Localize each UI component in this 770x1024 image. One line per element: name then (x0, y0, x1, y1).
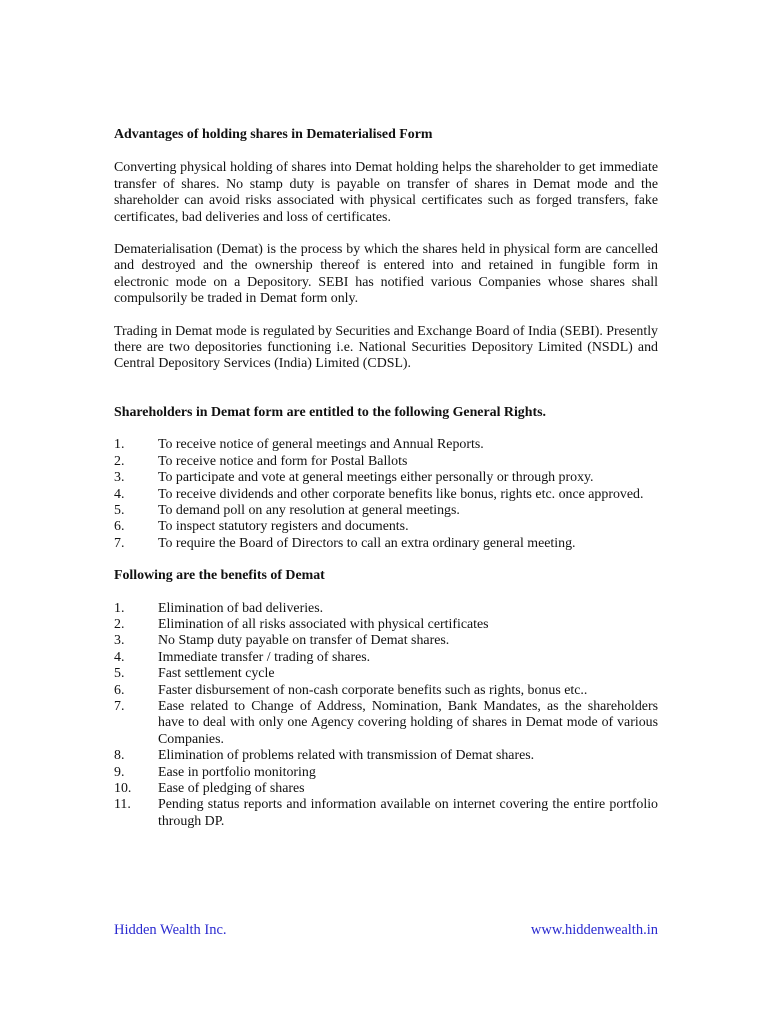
list-item (114, 487, 658, 503)
list-item-number: 10. (114, 781, 132, 796)
list-item-text: To require the Board of Directors to call an extra ordinary general meeting. (158, 535, 576, 551)
list-item-number: 4. (114, 649, 125, 665)
page-footer (114, 922, 658, 939)
list-item-number: 8. (114, 748, 125, 764)
list-item-text: To inspect statutory registers and documents. (158, 519, 409, 535)
list-item-number: 4. (114, 486, 125, 502)
heading-general-rights: Shareholders in Demat form are entitled to the following General Rights. (114, 404, 546, 420)
list-item (114, 633, 658, 649)
list-item-number: 7. (114, 698, 125, 714)
list-item (114, 683, 658, 699)
list-item-text: Ease in portfolio monitoring (158, 764, 316, 780)
list-item-number: 2. (114, 453, 125, 469)
list-item-number: 6. (114, 519, 125, 535)
heading-advantages: Advantages of holding shares in Dematerialised Form (114, 127, 433, 142)
list-item-number: 1. (114, 437, 125, 453)
list-item-text: Elimination of all risks associated with physical certificates (158, 616, 489, 632)
list-item (114, 617, 658, 633)
footer-company-name: Hidden Wealth Inc. (114, 922, 227, 938)
list-item-number: 7. (114, 535, 125, 551)
list-item-number: 9. (114, 764, 125, 780)
rights-list (114, 437, 658, 552)
list-item (114, 454, 658, 470)
list-item (114, 536, 658, 552)
list-item-text: No Stamp duty payable on transfer of Demat shares. (158, 633, 450, 649)
list-item-number: 5. (114, 502, 125, 518)
list-item (114, 503, 658, 519)
list-item (114, 470, 658, 486)
list-item-text: To receive notice of general meetings and Annual Reports. (158, 437, 484, 453)
list-item-number: 3. (114, 633, 125, 649)
list-item-text: Elimination of bad deliveries. (158, 600, 324, 616)
list-item-number: 3. (114, 470, 125, 486)
list-item (114, 601, 658, 617)
list-item-text: Ease related to Change of Address, Nomination, Bank Mandates, as the shareholders have to deal with only one Agency covering holding of shares in Demat mode of various Companies. (158, 698, 658, 747)
list-item-text: Elimination of problems related with transmission of Demat shares. (158, 748, 535, 764)
paragraph-converting: Converting physical holding of shares into Demat holding helps the shareholder to get immediate transfer of shares. No stamp duty is payable on transfer of shares in Demat mode and the shareholder can avoid risks associated with physical certificates such as forged transfers, fake certificates, bad deliveries and loss of certificates. (114, 160, 658, 225)
paragraph-dematerialisation: Dematerialisation (Demat) is the process by which the shares held in physical form are cancelled and destroyed and the ownership thereof is entered into and retained in fungible form in electronic mode on a Depository. SEBI has notified various Companies whose shares shall compulsorily be traded in Demat form only. (114, 242, 658, 307)
list-item-number: 6. (114, 682, 125, 698)
list-item (114, 748, 658, 764)
list-item (114, 781, 658, 797)
list-item-number: 1. (114, 600, 125, 616)
list-item-text: To receive dividends and other corporate benefits like bonus, rights etc. once approved. (158, 486, 644, 502)
list-item (114, 650, 658, 666)
list-item (114, 797, 658, 830)
list-item-text: To participate and vote at general meetings either personally or through proxy. (158, 470, 594, 486)
list-item-text: Fast settlement cycle (158, 666, 275, 682)
paragraph-trading: Trading in Demat mode is regulated by Securities and Exchange Board of India (SEBI). Presently there are two depositories functioning i.e. National Securities Depository Limited (NSDL) and Central Depository Services (India) Limited (CDSL). (114, 323, 658, 372)
list-item-number: 11. (114, 797, 131, 813)
footer-website-link[interactable]: www.hiddenwealth.in (530, 922, 658, 938)
list-item (114, 666, 658, 682)
heading-benefits: Following are the benefits of Demat (114, 568, 325, 584)
list-item (114, 519, 658, 535)
document-body (114, 127, 658, 830)
list-item-text: Immediate transfer / trading of shares. (158, 649, 371, 665)
benefits-list (114, 601, 658, 831)
list-item-text: To receive notice and form for Postal Ballots (158, 453, 408, 469)
list-item-text: Faster disbursement of non-cash corporate benefits such as rights, bonus etc.. (158, 682, 588, 698)
list-item (114, 765, 658, 781)
list-item-number: 5. (114, 666, 125, 682)
list-item (114, 437, 658, 453)
list-item-number: 2. (114, 616, 125, 632)
list-item-text: Ease of pledging of shares (158, 781, 305, 796)
list-item-text: Pending status reports and information available on internet covering the entire portfolio through DP. (158, 797, 658, 829)
list-item-text: To demand poll on any resolution at general meetings. (158, 502, 460, 518)
list-item (114, 699, 658, 748)
